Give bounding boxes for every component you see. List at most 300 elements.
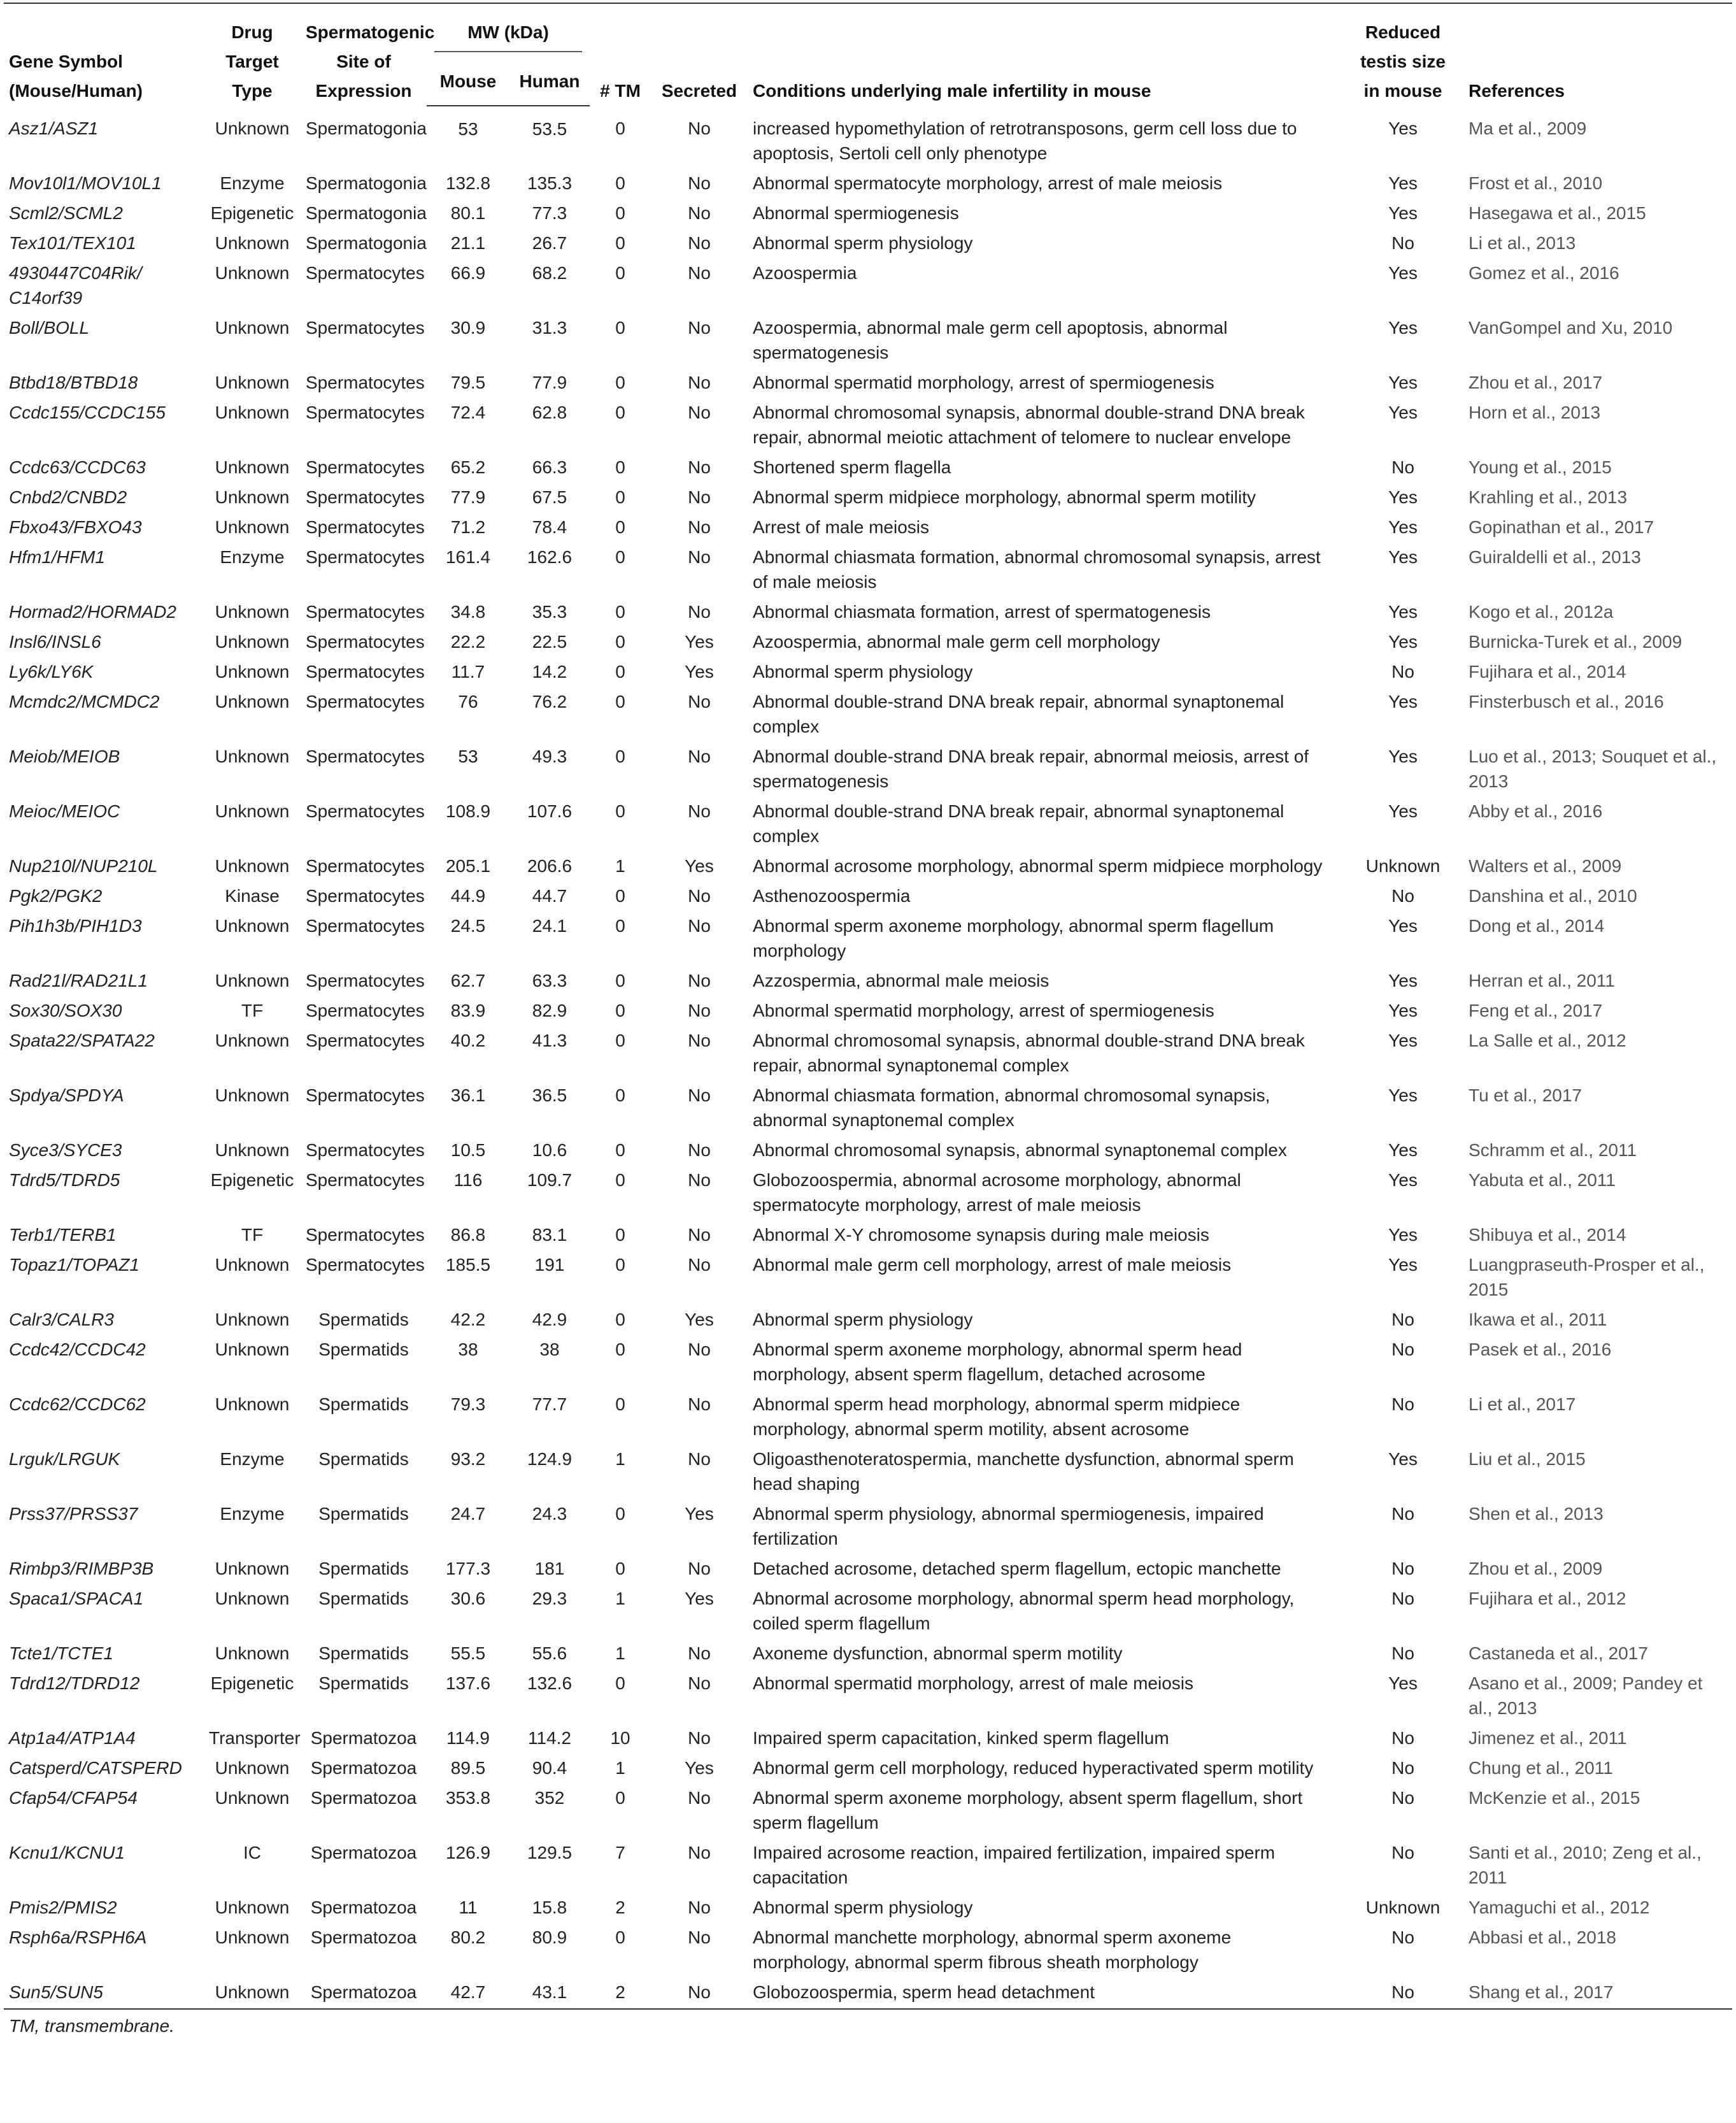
- col-header-drug: [204, 3, 301, 106]
- cell-site-of-expression: Spermatocytes: [306, 1001, 425, 1020]
- cell-site-of-expression: Spermatozoa: [310, 1898, 417, 1917]
- cell-references: Hasegawa et al., 2015: [1469, 203, 1646, 223]
- cell-references: Jimenez et al., 2011: [1469, 1728, 1627, 1748]
- cell-gene-symbol: Meiob/MEIOB: [9, 747, 120, 766]
- col-header-drug-line1: Drug: [231, 22, 273, 42]
- table-row: [4, 1220, 1732, 1250]
- cell-references: Fujihara et al., 2012: [1469, 1589, 1626, 1608]
- cell-tm-count: 0: [615, 373, 625, 392]
- table-row: [4, 627, 1732, 657]
- cell-gene-symbol: Mov10l1/MOV10L1: [9, 173, 162, 193]
- cell-secreted: No: [688, 1643, 711, 1663]
- cell-site-of-expression: Spermatocytes: [306, 1140, 425, 1160]
- cell-drug-target-type: Unknown: [215, 233, 290, 253]
- cell-conditions: Abnormal germ cell morphology, reduced hyperactivated sperm motility: [753, 1758, 1314, 1778]
- cell-mw-mouse: 93.2: [450, 1449, 486, 1469]
- cell-site-of-expression: Spermatocytes: [306, 632, 425, 652]
- cell-site-of-expression: Spermatocytes: [306, 801, 425, 821]
- cell-secreted: No: [688, 886, 711, 906]
- cell-mw-human: 42.9: [532, 1310, 567, 1329]
- cell-reduced-testis: No: [1391, 1758, 1414, 1778]
- cell-tm-count: 0: [615, 1170, 625, 1190]
- col-header-tm: # TM: [590, 3, 651, 106]
- cell-references: Schramm et al., 2011: [1469, 1140, 1637, 1160]
- cell-secreted: No: [688, 173, 711, 193]
- table-row: [4, 1783, 1732, 1838]
- cell-mw-human: 181: [534, 1559, 565, 1578]
- cell-conditions: Abnormal sperm physiology: [753, 662, 973, 682]
- cell-gene-symbol: Sun5/SUN5: [4, 1977, 204, 2009]
- cell-tm-count: 0: [615, 1085, 625, 1105]
- cell-tm-count: 0: [615, 1927, 625, 1947]
- table-row: [4, 1583, 1732, 1638]
- cell-mw-human: 107.6: [527, 801, 573, 821]
- cell-references: Walters et al., 2009: [1469, 856, 1622, 876]
- cell-site-of-expression: Spermatogonia: [306, 118, 427, 138]
- cell-mw-human: 36.5: [532, 1085, 567, 1105]
- cell-reduced-testis: Yes: [1388, 118, 1418, 138]
- cell-gene-symbol: Boll/BOLL: [9, 318, 90, 338]
- cell-drug-target-type: TF: [241, 1001, 264, 1020]
- cell-gene-symbol: Ccdc42/CCDC42: [9, 1340, 146, 1359]
- cell-drug-target-type: Unknown: [215, 263, 290, 283]
- cell-drug-target-type: Unknown: [215, 1589, 290, 1608]
- table-row: [4, 542, 1732, 597]
- col-header-site-line2: Site of: [336, 52, 391, 71]
- cell-references: Shen et al., 2013: [1469, 1504, 1604, 1524]
- cell-site-of-expression: Spermatocytes: [306, 547, 425, 567]
- cell-gene-symbol: Spata22/SPATA22: [9, 1031, 155, 1050]
- cell-tm-count: 0: [615, 318, 625, 338]
- cell-tm-count: 0: [615, 632, 625, 652]
- cell-conditions: Abnormal sperm midpiece morphology, abnormal sperm motility: [753, 487, 1256, 507]
- cell-site-of-expression: Spermatocytes: [306, 487, 425, 507]
- cell-tm-count: 0: [615, 747, 625, 766]
- cell-tm-count: 0: [615, 886, 625, 906]
- cell-conditions: Arrest of male meiosis: [753, 517, 929, 537]
- table-row: [4, 482, 1732, 512]
- cell-site-of-expression: Spermatocytes: [306, 1255, 425, 1275]
- cell-drug-target-type: Unknown: [215, 856, 290, 876]
- col-header-references: References: [1463, 3, 1732, 106]
- cell-tm-count: 2: [590, 1977, 651, 2009]
- cell-gene-symbol: Sox30/SOX30: [9, 1001, 122, 1020]
- cell-secreted: No: [688, 318, 711, 338]
- cell-reduced-testis: No: [1391, 1843, 1414, 1862]
- cell-reduced-testis: Yes: [1388, 602, 1418, 622]
- cell-gene-symbol: Scml2/SCML2: [9, 203, 123, 223]
- table-row: [4, 996, 1732, 1026]
- cell-secreted: Yes: [685, 1758, 714, 1778]
- cell-references: Asano et al., 2009; Pandey et al., 2013: [1469, 1673, 1703, 1718]
- table-row: [4, 1723, 1732, 1753]
- cell-reduced-testis: No: [1391, 1340, 1414, 1359]
- cell-secreted: No: [688, 457, 711, 477]
- cell-site-of-expression: Spermatogonia: [306, 173, 427, 193]
- cell-reduced-testis: No: [1391, 1310, 1414, 1329]
- table-row: [4, 397, 1732, 452]
- cell-mw-mouse: 38: [458, 1340, 478, 1359]
- cell-gene-symbol: Catsperd/CATSPERD: [9, 1758, 182, 1778]
- cell-conditions: Abnormal sperm physiology: [753, 1898, 973, 1917]
- cell-drug-target-type: Unknown: [215, 801, 290, 821]
- cell-mw-mouse: 22.2: [450, 632, 486, 652]
- cell-secreted: Yes: [685, 1504, 714, 1524]
- cell-conditions: Azoospermia: [753, 263, 857, 283]
- cell-gene-symbol: Hormad2/HORMAD2: [9, 602, 176, 622]
- cell-secreted: No: [688, 692, 711, 711]
- table-footnote: TM, transmembrane.: [9, 2016, 174, 2036]
- cell-conditions: Abnormal spermiogenesis: [753, 203, 959, 223]
- cell-conditions: Detached acrosome, detached sperm flagellum, ectopic manchette: [753, 1559, 1281, 1578]
- col-header-testis-line1: Reduced: [1365, 22, 1441, 42]
- cell-references: Luangpraseuth-Prosper et al., 2015: [1469, 1255, 1705, 1299]
- cell-mw-mouse: 86.8: [450, 1225, 486, 1245]
- cell-mw-mouse: 114.9: [446, 1728, 490, 1748]
- cell-references: Finsterbusch et al., 2016: [1469, 692, 1664, 711]
- header-row-top: [4, 3, 1732, 61]
- table-row: [4, 1389, 1732, 1444]
- table-row: [4, 1554, 1732, 1583]
- cell-secreted: No: [688, 747, 711, 766]
- cell-gene-symbol: Calr3/CALR3: [9, 1310, 114, 1329]
- cell-drug-target-type: Unknown: [215, 1340, 290, 1359]
- table-row: [4, 881, 1732, 911]
- cell-drug-target-type: Unknown: [215, 517, 290, 537]
- cell-mw-mouse: 185.5: [445, 1255, 491, 1275]
- cell-tm-count: 0: [615, 173, 625, 193]
- cell-mw-human: 132.6: [527, 1673, 573, 1693]
- cell-gene-symbol: Prss37/PRSS37: [9, 1504, 138, 1524]
- table-row: [4, 106, 1732, 168]
- cell-references: Abbasi et al., 2018: [1469, 1927, 1616, 1947]
- cell-tm-count: 1: [615, 1758, 625, 1778]
- table-row: [4, 1838, 1732, 1892]
- cell-secreted: No: [688, 373, 711, 392]
- cell-drug-target-type: Epigenetic: [210, 203, 294, 223]
- cell-drug-target-type: Unknown: [215, 457, 290, 477]
- cell-drug-target-type: Unknown: [215, 1898, 290, 1917]
- cell-mw-human: 80.9: [532, 1927, 567, 1947]
- table-row: [4, 1922, 1732, 1977]
- cell-mw-mouse: 72.4: [450, 403, 486, 422]
- cell-mw-mouse: 55.5: [450, 1643, 486, 1663]
- cell-tm-count: 0: [615, 1504, 625, 1524]
- cell-mw-human: 90.4: [532, 1758, 567, 1778]
- cell-references: Danshina et al., 2010: [1469, 886, 1637, 906]
- cell-gene-symbol: Ccdc62/CCDC62: [9, 1394, 146, 1414]
- col-header-human: Human: [509, 61, 590, 106]
- cell-reduced-testis: Yes: [1388, 692, 1418, 711]
- cell-reduced-testis: No: [1391, 886, 1414, 906]
- cell-gene-symbol: Tdrd5/TDRD5: [9, 1170, 120, 1190]
- col-header-gene-line2: (Mouse/Human): [9, 81, 143, 101]
- cell-tm-count: 1: [615, 856, 625, 876]
- cell-references: Krahling et al., 2013: [1469, 487, 1628, 507]
- cell-conditions: Azoospermia, abnormal male germ cell apoptosis, abnormal spermatogenesis: [753, 318, 1228, 362]
- cell-references: Zhou et al., 2009: [1469, 1559, 1603, 1578]
- cell-reduced-testis: Yes: [1388, 487, 1418, 507]
- cell-reduced-testis: Yes: [1388, 173, 1418, 193]
- cell-tm-count: 0: [615, 1559, 625, 1578]
- cell-conditions: Abnormal sperm axoneme morphology, absent sperm flagellum, short sperm flagellum: [753, 1788, 1303, 1833]
- cell-secreted: No: [651, 1977, 748, 2009]
- cell-reduced-testis: Unknown: [1365, 856, 1441, 876]
- cell-references: McKenzie et al., 2015: [1469, 1788, 1640, 1808]
- cell-site-of-expression: Spermatids: [318, 1310, 409, 1329]
- cell-reduced-testis: Yes: [1388, 801, 1418, 821]
- cell-gene-symbol: Atp1a4/ATP1A4: [9, 1728, 136, 1748]
- cell-gene-symbol: Tdrd12/TDRD12: [9, 1673, 140, 1693]
- cell-mw-mouse: 126.9: [445, 1843, 491, 1862]
- cell-mw-human: 114.2: [528, 1728, 571, 1748]
- cell-site-of-expression: Spermatocytes: [306, 1085, 425, 1105]
- cell-drug-target-type: Unknown: [215, 1031, 290, 1050]
- cell-conditions: Oligoasthenoteratospermia, manchette dysfunction, abnormal sperm head shaping: [753, 1449, 1294, 1494]
- cell-tm-count: 0: [615, 233, 625, 253]
- cell-mw-mouse: 30.9: [450, 318, 486, 338]
- cell-mw-mouse: 77.9: [450, 487, 486, 507]
- cell-mw-human: 78.4: [532, 517, 567, 537]
- cell-reduced-testis: Yes: [1388, 632, 1418, 652]
- cell-conditions: Abnormal sperm physiology: [753, 233, 973, 253]
- cell-drug-target-type: Unknown: [215, 632, 290, 652]
- col-header-gene: [4, 3, 204, 106]
- cell-tm-count: 0: [615, 1340, 625, 1359]
- col-header-conditions: Conditions underlying male infertility in mouse: [748, 3, 1342, 106]
- table-row: [4, 1334, 1732, 1389]
- cell-mw-mouse: 11.7: [451, 662, 485, 682]
- cell-mw-mouse: 116: [453, 1170, 483, 1190]
- cell-gene-symbol: Pgk2/PGK2: [9, 886, 103, 906]
- cell-drug-target-type: Enzyme: [220, 547, 285, 567]
- cell-drug-target-type: Unknown: [215, 1758, 290, 1778]
- cell-secreted: No: [688, 1255, 711, 1275]
- cell-tm-count: 0: [615, 1031, 625, 1050]
- cell-references: Yamaguchi et al., 2012: [1469, 1898, 1650, 1917]
- cell-mw-mouse: 24.5: [450, 916, 486, 936]
- cell-mw-human: 82.9: [532, 1001, 567, 1020]
- col-header-site-line1: Spermatogenic: [306, 22, 435, 42]
- cell-conditions: Abnormal chromosomal synapsis, abnormal double-strand DNA break repair, abnormal meiotic attachment of telomere to nuclear envelope: [753, 403, 1305, 447]
- cell-secreted: No: [688, 1001, 711, 1020]
- cell-conditions: Abnormal manchette morphology, abnormal sperm axoneme morphology, abnormal sperm fibrous sheath morphology: [753, 1927, 1232, 1972]
- cell-site-of-expression: Spermatocytes: [306, 856, 425, 876]
- cell-gene-symbol: Rimbp3/RIMBP3B: [9, 1559, 154, 1578]
- cell-mw-mouse: 66.9: [450, 263, 486, 283]
- cell-mw-mouse: 137.6: [445, 1673, 491, 1693]
- cell-conditions: increased hypomethylation of retrotransposons, germ cell loss due to apoptosis, Sertoli cell only phenotype: [753, 118, 1297, 163]
- cell-gene-symbol: Kcnu1/KCNU1: [9, 1843, 125, 1862]
- cell-site-of-expression: Spermatids: [318, 1449, 409, 1469]
- cell-mw-human: 10.6: [532, 1140, 567, 1160]
- cell-mw-human: 14.2: [532, 662, 567, 682]
- cell-mw-human: 62.8: [532, 403, 567, 422]
- cell-mw-human: 67.5: [532, 487, 567, 507]
- table-row: [4, 1165, 1732, 1220]
- table-row: [4, 851, 1732, 881]
- cell-mw-human: 77.7: [532, 1394, 567, 1414]
- cell-site-of-expression: Spermatogonia: [306, 203, 427, 223]
- cell-reduced-testis: Yes: [1388, 1225, 1418, 1245]
- cell-references: Li et al., 2013: [1469, 233, 1576, 253]
- cell-secreted: No: [688, 1340, 711, 1359]
- cell-drug-target-type: Enzyme: [220, 1504, 285, 1524]
- cell-mw-human: 206.6: [527, 856, 573, 876]
- cell-site-of-expression: Spermatocytes: [306, 971, 425, 990]
- cell-references: Pasek et al., 2016: [1469, 1340, 1612, 1359]
- cell-site-of-expression: Spermatocytes: [306, 318, 425, 338]
- table-body: [4, 106, 1732, 2009]
- col-header-mouse: Mouse: [427, 61, 509, 106]
- table-row: [4, 796, 1732, 851]
- table-row: [4, 687, 1732, 741]
- cell-tm-count: 7: [615, 1843, 625, 1862]
- table-row: [4, 198, 1732, 228]
- cell-conditions: Abnormal chromosomal synapsis, abnormal double-strand DNA break repair, abnormal synaptonemal complex: [753, 1031, 1305, 1075]
- cell-mw-human: 83.1: [532, 1225, 567, 1245]
- cell-mw-human: 129.5: [527, 1843, 573, 1862]
- cell-secreted: No: [688, 1788, 711, 1808]
- cell-site-of-expression: Spermatocytes: [306, 517, 425, 537]
- cell-drug-target-type: Unknown: [215, 692, 290, 711]
- table-row: [4, 313, 1732, 368]
- cell-site-of-expression: Spermatocytes: [306, 692, 425, 711]
- table-row: [4, 1250, 1732, 1305]
- cell-mw-human: 55.6: [532, 1643, 567, 1663]
- cell-site-of-expression: Spermatocytes: [306, 602, 425, 622]
- table-row: [4, 1080, 1732, 1135]
- cell-site-of-expression: Spermatozoa: [310, 1728, 417, 1748]
- table-row: [4, 1668, 1732, 1723]
- cell-secreted: No: [688, 1673, 711, 1693]
- cell-references: Zhou et al., 2017: [1469, 373, 1603, 392]
- col-header-drug-line2: Target: [225, 52, 279, 71]
- cell-references: Gomez et al., 2016: [1469, 263, 1619, 283]
- cell-reduced-testis: Yes: [1388, 971, 1418, 990]
- cell-mw-mouse: 161.4: [445, 547, 491, 567]
- cell-drug-target-type: Transporter: [209, 1728, 301, 1748]
- table-row: [4, 1753, 1732, 1783]
- cell-site-of-expression: Spermatozoa: [310, 1758, 417, 1778]
- cell-conditions: Azzospermia, abnormal male meiosis: [753, 971, 1049, 990]
- cell-secreted: No: [688, 1728, 711, 1748]
- cell-secreted: No: [688, 1031, 711, 1050]
- cell-secreted: No: [688, 233, 711, 253]
- cell-drug-target-type: Epigenetic: [210, 1170, 294, 1190]
- cell-mw-human: 66.3: [532, 457, 567, 477]
- cell-drug-target-type: Unknown: [215, 1140, 290, 1160]
- cell-mw-mouse: 108.9: [445, 801, 491, 821]
- col-header-drug-line3: Type: [232, 81, 273, 101]
- cell-site-of-expression: Spermatocytes: [306, 1225, 425, 1245]
- cell-site-of-expression: Spermatozoa: [310, 1788, 417, 1808]
- col-header-testis-line3: in mouse: [1363, 81, 1442, 101]
- cell-site-of-expression: Spermatocytes: [306, 1170, 425, 1190]
- cell-tm-count: 0: [615, 1140, 625, 1160]
- cell-mw-mouse: 10.5: [450, 1140, 486, 1160]
- table-container: [4, 3, 1732, 2036]
- cell-mw-mouse: 205.1: [445, 856, 491, 876]
- cell-reduced-testis: Yes: [1388, 403, 1418, 422]
- cell-reduced-testis: Yes: [1388, 1085, 1418, 1105]
- cell-drug-target-type: IC: [243, 1843, 261, 1862]
- cell-secreted: No: [688, 1140, 711, 1160]
- cell-site-of-expression: Spermatocytes: [306, 886, 425, 906]
- cell-tm-count: 1: [615, 1449, 625, 1469]
- cell-references: Fujihara et al., 2014: [1469, 662, 1626, 682]
- cell-reduced-testis: Yes: [1388, 1255, 1418, 1275]
- cell-references: Ma et al., 2009: [1469, 118, 1587, 138]
- cell-tm-count: 0: [615, 1310, 625, 1329]
- cell-reduced-testis: Yes: [1388, 1031, 1418, 1050]
- cell-drug-target-type: TF: [241, 1225, 264, 1245]
- cell-reduced-testis: No: [1391, 1643, 1414, 1663]
- cell-conditions: Globozoospermia, abnormal acrosome morphology, abnormal spermatocyte morphology, arrest of male meiosis: [753, 1170, 1241, 1215]
- cell-conditions: Abnormal double-strand DNA break repair, abnormal synaptonemal complex: [753, 801, 1284, 846]
- cell-gene-symbol: Pmis2/PMIS2: [9, 1898, 117, 1917]
- cell-tm-count: 0: [615, 203, 625, 223]
- cell-mw-human: 109.7: [527, 1170, 573, 1190]
- cell-reduced-testis: Yes: [1388, 747, 1418, 766]
- col-header-testis-line2: testis size: [1360, 52, 1446, 71]
- table-row: [4, 1977, 1732, 2009]
- cell-references: Young et al., 2015: [1469, 457, 1612, 477]
- cell-gene-symbol: Syce3/SYCE3: [9, 1140, 122, 1160]
- cell-references: Li et al., 2017: [1469, 1394, 1576, 1414]
- cell-references: Dong et al., 2014: [1469, 916, 1605, 936]
- cell-reduced-testis: No: [1391, 1589, 1414, 1608]
- cell-mw-human: 24.1: [532, 916, 567, 936]
- cell-drug-target-type: Unknown: [215, 602, 290, 622]
- cell-mw-human: 43.1: [509, 1977, 590, 2009]
- cell-secreted: No: [688, 547, 711, 567]
- cell-references: Ikawa et al., 2011: [1469, 1310, 1607, 1329]
- cell-references: Abby et al., 2016: [1469, 801, 1603, 821]
- cell-drug-target-type: Unknown: [215, 118, 290, 138]
- cell-gene-symbol: Rsph6a/RSPH6A: [9, 1927, 147, 1947]
- table-row: [4, 657, 1732, 687]
- cell-mw-human: 49.3: [532, 747, 567, 766]
- cell-secreted: Yes: [685, 1310, 714, 1329]
- cell-secreted: No: [688, 403, 711, 422]
- cell-drug-target-type: Unknown: [215, 1788, 290, 1808]
- cell-conditions: Abnormal spermatid morphology, arrest of spermiogenesis: [753, 1001, 1214, 1020]
- cell-mw-mouse: 42.7: [427, 1977, 509, 2009]
- cell-secreted: No: [688, 1225, 711, 1245]
- cell-mw-human: 162.6: [527, 547, 573, 567]
- cell-conditions: Abnormal sperm axoneme morphology, abnormal sperm head morphology, absent sperm flagellum, detached acrosome: [753, 1340, 1242, 1384]
- cell-secreted: No: [688, 1085, 711, 1105]
- cell-mw-mouse: 79.3: [450, 1394, 486, 1414]
- cell-drug-target-type: Unknown: [215, 1310, 290, 1329]
- cell-mw-mouse: 62.7: [450, 971, 486, 990]
- cell-reduced-testis: No: [1391, 1504, 1414, 1524]
- cell-references: Luo et al., 2013; Souquet et al., 2013: [1469, 747, 1717, 791]
- cell-conditions: Abnormal acrosome morphology, abnormal sperm head morphology, coiled sperm flagellum: [753, 1589, 1295, 1633]
- cell-conditions: Abnormal chiasmata formation, abnormal chromosomal synapsis, abnormal synaptonemal complex: [753, 1085, 1270, 1130]
- cell-drug-target-type: Unknown: [215, 487, 290, 507]
- cell-secreted: No: [688, 1843, 711, 1862]
- cell-mw-human: 31.3: [532, 318, 567, 338]
- cell-reduced-testis: No: [1391, 233, 1414, 253]
- cell-tm-count: 0: [615, 1394, 625, 1414]
- cell-secreted: Yes: [685, 1589, 714, 1608]
- cell-secreted: No: [688, 118, 711, 138]
- cell-gene-symbol: Terb1/TERB1: [9, 1225, 117, 1245]
- cell-secreted: No: [688, 971, 711, 990]
- cell-reduced-testis: Yes: [1388, 517, 1418, 537]
